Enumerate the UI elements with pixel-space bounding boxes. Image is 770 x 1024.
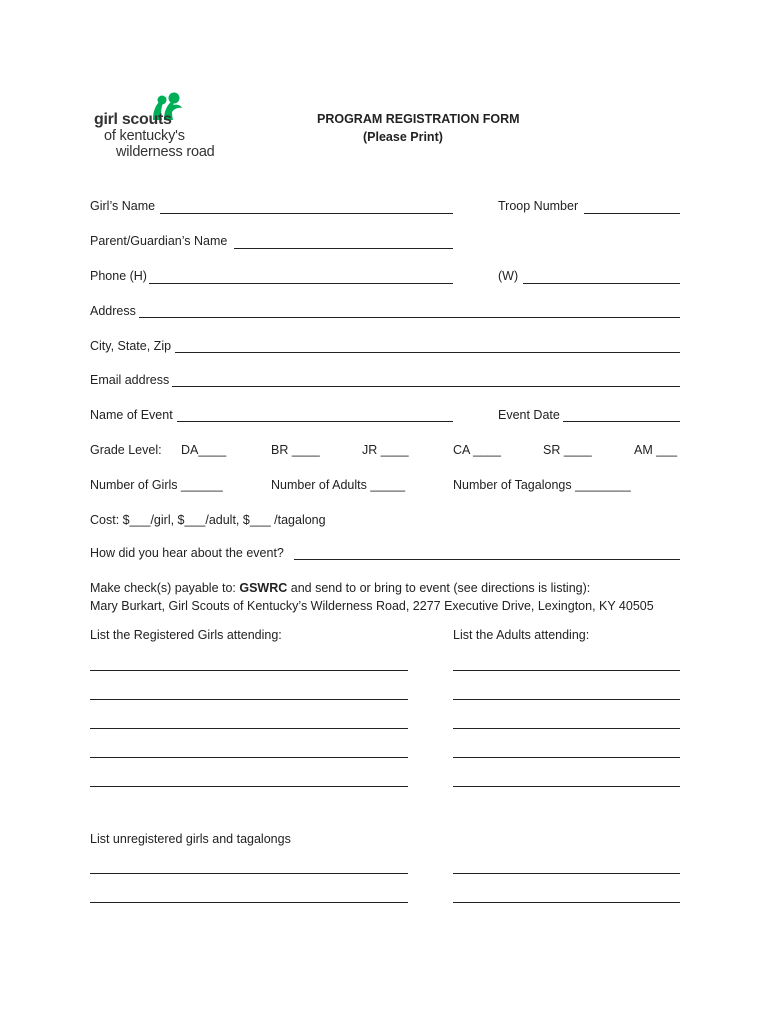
hear-about-label: How did you hear about the event? <box>90 546 284 560</box>
adult-line[interactable] <box>453 786 680 787</box>
unregistered-line[interactable] <box>453 873 680 874</box>
grade-option[interactable]: JR ____ <box>362 443 409 457</box>
number-of-adults[interactable]: Number of Adults _____ <box>271 478 406 492</box>
unregistered-line[interactable] <box>90 873 408 874</box>
grade-level-label: Grade Level: <box>90 443 162 457</box>
mailing-address: Mary Burkart, Girl Scouts of Kentucky’s Wilderness Road, 2277 Executive Drive, Lexington, KY 40505 <box>90 599 654 613</box>
registered-girl-line[interactable] <box>90 728 408 729</box>
girls-name-label: Girl’s Name <box>90 199 156 213</box>
adult-line[interactable] <box>453 757 680 758</box>
troop-number-label: Troop Number <box>498 199 579 213</box>
email-label: Email address <box>90 373 170 387</box>
phone-w-label: (W) <box>498 269 519 283</box>
grade-option[interactable]: SR ____ <box>543 443 592 457</box>
event-date-label: Event Date <box>498 408 560 422</box>
grade-option[interactable]: AM ___ <box>634 443 678 457</box>
registered-girl-line[interactable] <box>90 757 408 758</box>
unregistered-line[interactable] <box>453 902 680 903</box>
email-field[interactable] <box>172 386 680 387</box>
number-of-girls[interactable]: Number of Girls ______ <box>90 478 223 492</box>
form-subtitle: (Please Print) <box>363 130 443 144</box>
phone-h-field[interactable] <box>149 283 453 284</box>
city-state-zip-field[interactable] <box>175 352 680 353</box>
registered-girl-line[interactable] <box>90 786 408 787</box>
payment-suffix: and send to or bring to event (see directions is listing): <box>287 581 591 595</box>
guardian-name-field[interactable] <box>234 248 453 249</box>
payment-prefix: Make check(s) payable to: <box>90 581 240 595</box>
grade-option[interactable]: CA ____ <box>453 443 501 457</box>
form-title: PROGRAM REGISTRATION FORM <box>317 112 520 126</box>
unregistered-label: List unregistered girls and tagalongs <box>90 832 291 846</box>
event-name-field[interactable] <box>177 421 453 422</box>
event-name-label: Name of Event <box>90 408 173 422</box>
adult-line[interactable] <box>453 670 680 671</box>
address-label: Address <box>90 304 136 318</box>
unregistered-line[interactable] <box>90 902 408 903</box>
city-state-zip-label: City, State, Zip <box>90 339 172 353</box>
adults-list-label: List the Adults attending: <box>453 628 590 642</box>
girls-name-field[interactable] <box>160 213 453 214</box>
registered-girls-label: List the Registered Girls attending: <box>90 628 282 642</box>
address-field[interactable] <box>139 317 680 318</box>
cost-line[interactable]: Cost: $___/girl, $___/adult, $___ /tagalong <box>90 513 326 527</box>
guardian-name-label: Parent/Guardian’s Name <box>90 234 228 248</box>
troop-number-field[interactable] <box>584 213 680 214</box>
grade-option[interactable]: DA____ <box>181 443 227 457</box>
payment-instructions <box>90 581 590 595</box>
payee-name: GSWRC <box>239 581 288 595</box>
grade-option[interactable]: BR ____ <box>271 443 320 457</box>
phone-h-label: Phone (H) <box>90 269 147 283</box>
hear-about-field[interactable] <box>294 559 680 560</box>
number-of-tagalongs[interactable]: Number of Tagalongs ________ <box>453 478 631 492</box>
logo-line3: wilderness road <box>116 144 215 160</box>
registered-girl-line[interactable] <box>90 670 408 671</box>
adult-line[interactable] <box>453 728 680 729</box>
logo-line1: girl scouts <box>94 111 172 128</box>
logo-line2: of kentucky's <box>104 128 185 144</box>
phone-w-field[interactable] <box>523 283 680 284</box>
event-date-field[interactable] <box>563 421 680 422</box>
registered-girl-line[interactable] <box>90 699 408 700</box>
adult-line[interactable] <box>453 699 680 700</box>
